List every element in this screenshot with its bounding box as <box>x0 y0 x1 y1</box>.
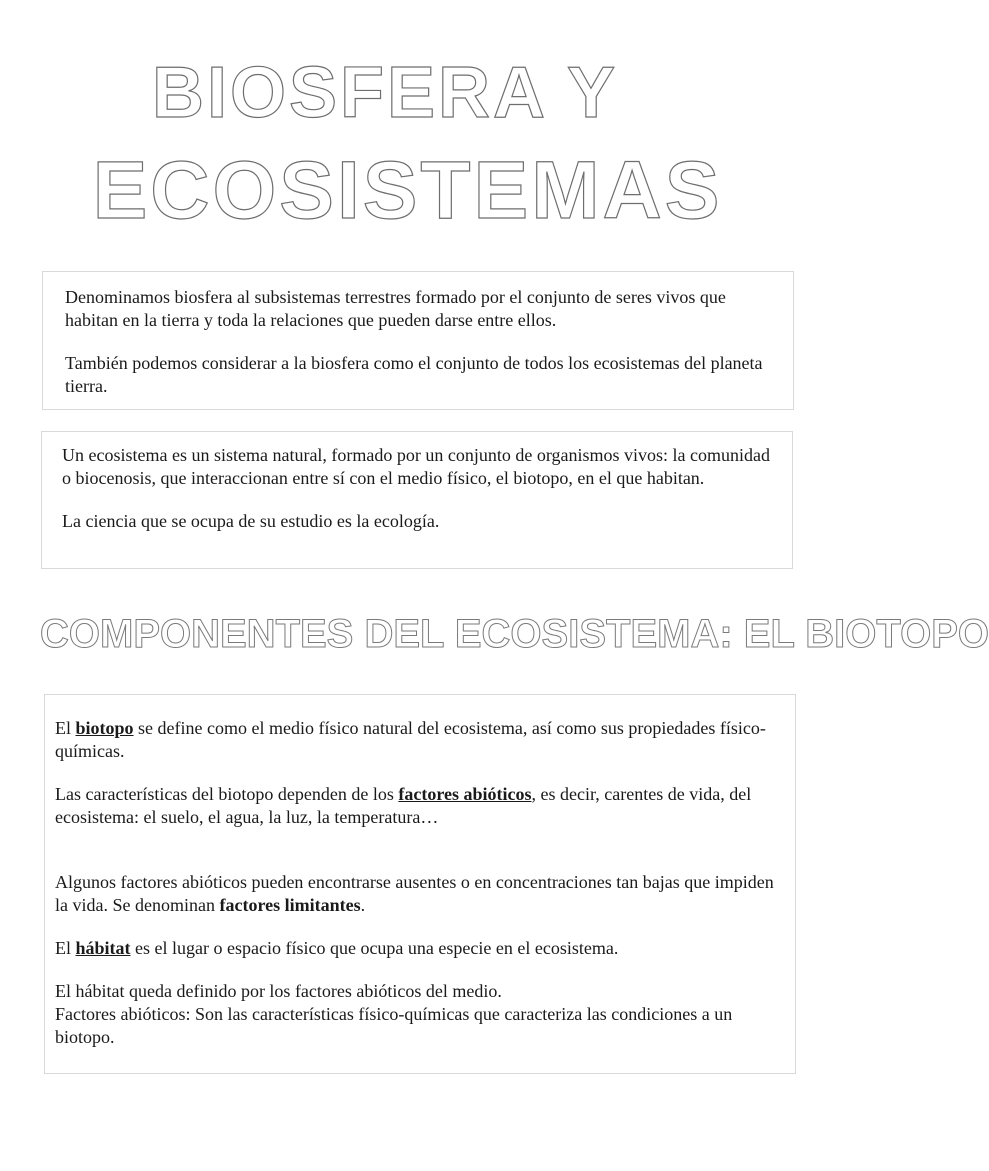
text-span: es el lugar o espacio físico que ocupa una especie en el ecosistema. <box>130 938 619 958</box>
habitat-line: El hábitat queda definido por los factores abióticos del medio. <box>55 981 502 1001</box>
text-span: Las características del biotopo dependen de los <box>55 784 399 804</box>
ecosistema-paragraph-1: Un ecosistema es un sistema natural, formado por un conjunto de organismos vivos: la comunidad o biocenosis, que interaccionan entre sí con el medio físico, el biotopo, en el que habitan. <box>62 445 771 488</box>
text-span: El <box>55 938 76 958</box>
biotopo-content-box <box>44 694 796 1074</box>
ecosistema-definition-box <box>41 431 793 569</box>
main-title-line-2: ECOSISTEMAS <box>92 145 723 236</box>
biotopo-paragraph-4 <box>55 937 785 960</box>
main-title-line-1: BIOSFERA Y <box>151 53 619 133</box>
section-title-biotopo: COMPONENTES DEL ECOSISTEMA: EL BIOTOPO <box>40 612 989 656</box>
text-span: , es decir, carentes de vida, del ecosistema: el suelo, el agua, la luz, la temperatura… <box>55 784 752 827</box>
term-habitat: hábitat <box>75 938 131 958</box>
biosfera-paragraph-2: También podemos considerar a la biosfera como el conjunto de todos los ecosistemas del planeta tierra. <box>65 353 763 396</box>
term-biotopo: biotopo <box>75 718 134 738</box>
biosfera-definition-box <box>42 271 794 410</box>
biotopo-paragraph-2 <box>55 783 785 829</box>
biotopo-paragraph-5 <box>55 980 785 1049</box>
biotopo-paragraph-3 <box>55 871 785 917</box>
ecosistema-paragraph-2: La ciencia que se ocupa de su estudio es la ecología. <box>62 511 440 531</box>
text-span: Algunos factores abióticos pueden encontrarse ausentes o en concentraciones tan bajas que impiden la vida. Se denominan <box>55 872 774 915</box>
term-factores-abioticos: factores abióticos <box>398 784 532 804</box>
text-span: . <box>360 895 366 915</box>
biotopo-paragraph-1 <box>55 717 785 763</box>
term-factores-limitantes: factores limitantes <box>219 895 361 915</box>
biosfera-paragraph-1: Denominamos biosfera al subsistemas terrestres formado por el conjunto de seres vivos que habitan en la tierra y toda la relaciones que pueden darse entre ellos. <box>65 287 726 330</box>
text-span: El <box>55 718 76 738</box>
text-span: se define como el medio físico natural del ecosistema, así como sus propiedades físico-químicas. <box>55 718 766 761</box>
factores-abioticos-line: Factores abióticos: Son las características físico-químicas que caracteriza las condiciones a un biotopo. <box>55 1004 733 1047</box>
